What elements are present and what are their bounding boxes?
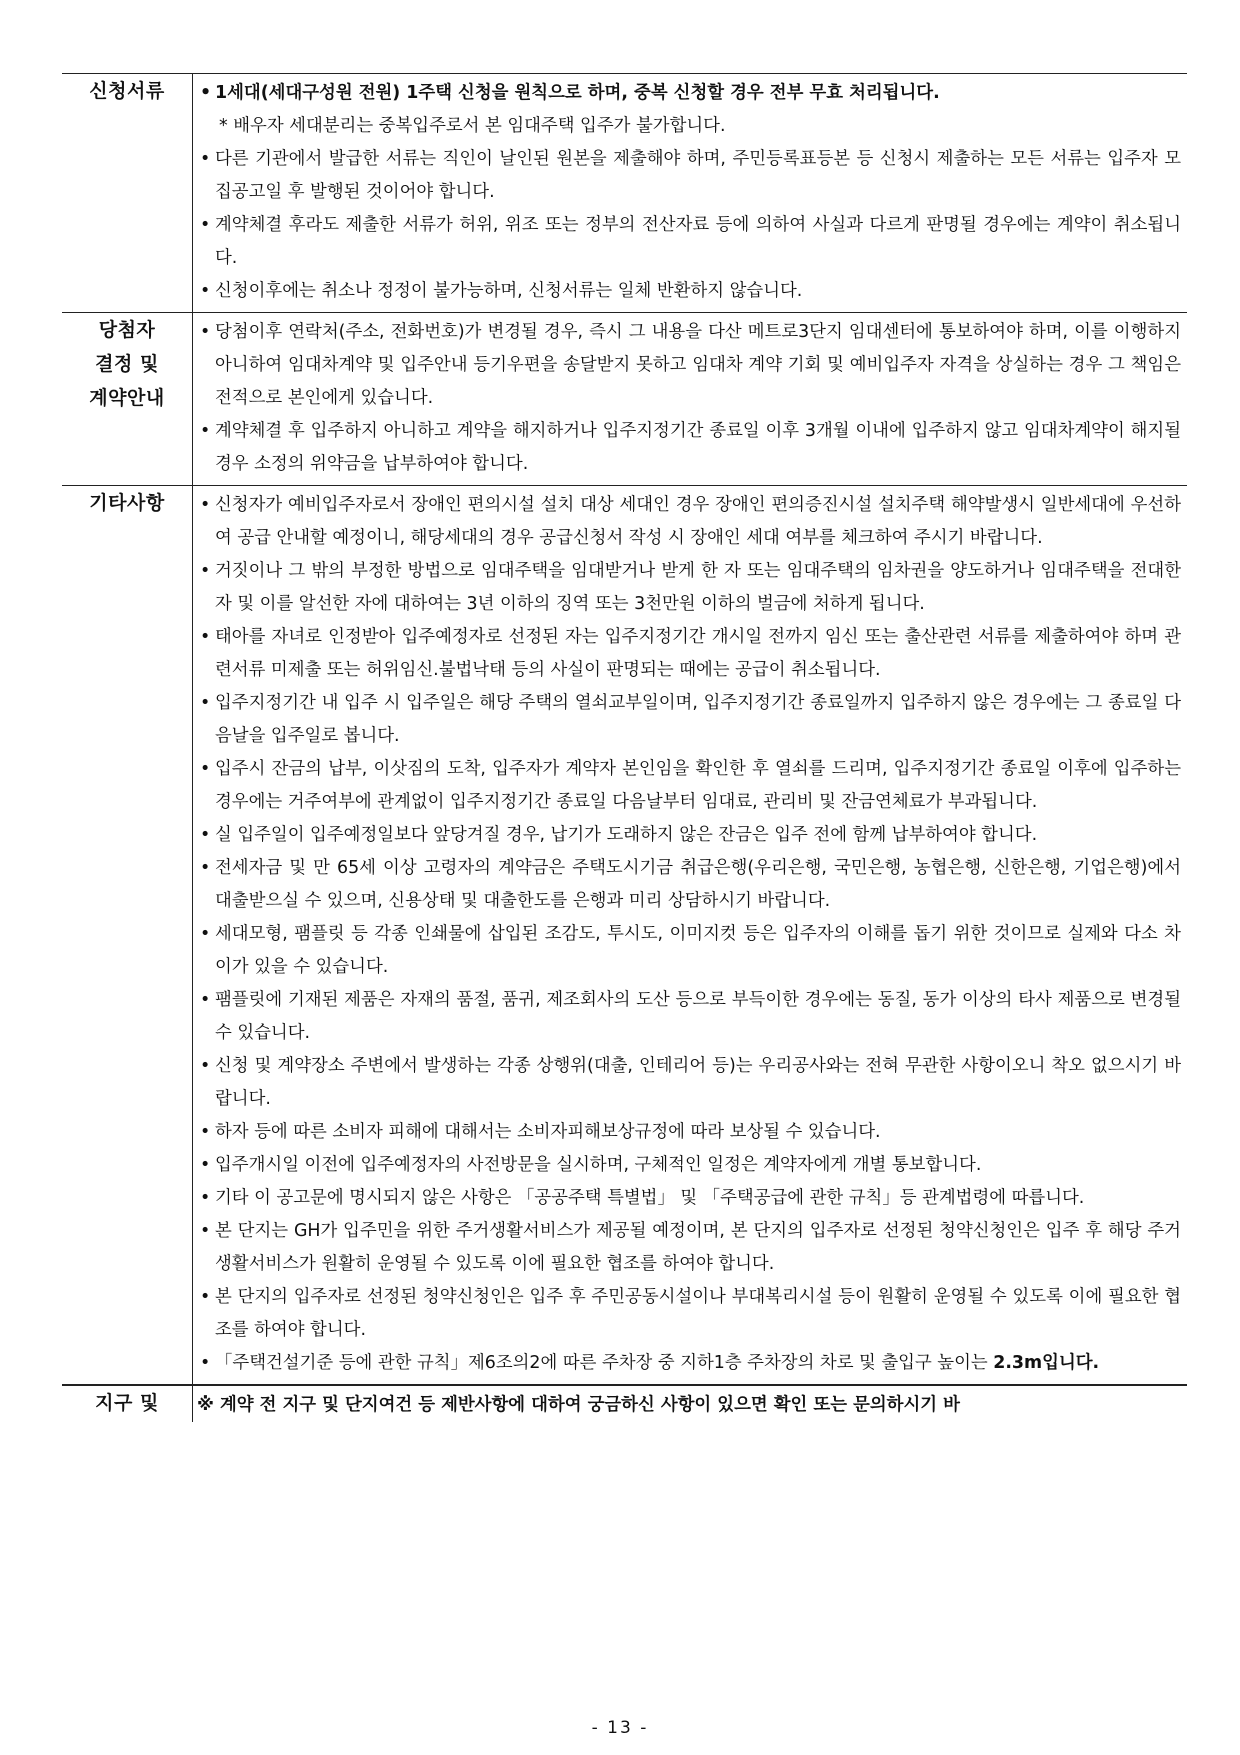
bullet-text-bold: 2.3m입니다.: [993, 1353, 1100, 1373]
section-label: 지구 및: [95, 1392, 159, 1414]
bullet-item: • 본 단지의 입주자로 선정된 청약신청인은 입주 후 주민공동시설이나 부대복리시설 등이 원활히 운영될 수 있도록 이에 필요한 협조를 하여야 합니다.: [197, 1281, 1181, 1347]
bullet-item: • 실 입주일이 입주예정일보다 앞당겨질 경우, 납기가 도래하지 않은 잔금은 입주 전에 함께 납부하여야 합니다.: [197, 819, 1181, 852]
section-label: 신청서류: [89, 80, 165, 102]
bullet-item: • 입주지정기간 내 입주 시 입주일은 해당 주택의 열쇠교부일이며, 입주지정기간 종료일까지 입주하지 않은 경우에는 그 종료일 다음날을 입주일로 봅니다.: [197, 687, 1181, 753]
bullet-text: 「주택건설기준 등에 관한 규칙」제6조의2에 따른 주차장 중 지하1층 주차장의 차로 및 출입구 높이는: [215, 1353, 994, 1373]
bullet-item: • 하자 등에 따른 소비자 피해에 대해서는 소비자피해보상규정에 따라 보상될 수 있습니다.: [197, 1116, 1181, 1149]
bullet-item: • 신청 및 계약장소 주변에서 발생하는 각종 상행위(대출, 인테리어 등)는 우리공사와는 전혀 무관한 사항이오니 착오 없으시기 바랍니다.: [197, 1050, 1181, 1116]
section-district: [62, 1385, 1187, 1422]
bullet-item: • 세대모형, 팸플릿 등 각종 인쇄물에 삽입된 조감도, 투시도, 이미지컷 등은 입주자의 이해를 돕기 위한 것이므로 실제와 다소 차이가 있을 수 있습니다.: [197, 918, 1181, 984]
bullet-item: • 다른 기관에서 발급한 서류는 직인이 날인된 원본을 제출해야 하며, 주민등록표등본 등 신청시 제출하는 모든 서류는 입주자 모집공고일 후 발행된 것이어야 합니다.: [197, 143, 1181, 209]
bullet-item: • 당첨이후 연락처(주소, 전화번호)가 변경될 경우, 즉시 그 내용을 다산 메트로3단지 임대센터에 통보하여야 하며, 이를 이행하지 아니하여 임대차계약 및 입주안내 등기우편을 송달받지 못하고 임대차 계약 기회 및 예비입주자 자격을 상실하는 경우 그 책임은 전적으로 본인에게 있습니다.: [197, 316, 1181, 415]
bullet-item: • 거짓이나 그 밖의 부정한 방법으로 임대주택을 임대받거나 받게 한 자 또는 임대주택의 임차권을 양도하거나 임대주택을 전대한 자 및 이를 알선한 자에 대하여는 3년 이하의 징역 또는 3천만원 이하의 벌금에 처하게 됩니다.: [197, 555, 1181, 621]
bullet-item: • 태아를 자녀로 인정받아 입주예정자로 선정된 자는 입주지정기간 개시일 전까지 임신 또는 출산관련 서류를 제출하여야 하며 관련서류 미제출 또는 허위임신.불법낙태 등의 사실이 판명되는 때에는 공급이 취소됩니다.: [197, 621, 1181, 687]
section-other-matters: [62, 486, 1187, 1386]
section-label: 당첨자 결정 및 계약안내: [89, 319, 165, 409]
bullet-item: • 계약체결 후 입주하지 아니하고 계약을 해지하거나 입주지정기간 종료일 이후 3개월 이내에 입주하지 않고 임대차계약이 해지될 경우 소정의 위약금을 납부하여야 합니다.: [197, 415, 1181, 481]
bullet-item: • 기타 이 공고문에 명시되지 않은 사항은 「공공주택 특별법」 및 「주택공급에 관한 규칙」등 관계법령에 따릅니다.: [197, 1182, 1181, 1215]
bullet-item: • 팸플릿에 기재된 제품은 자재의 품절, 품귀, 제조회사의 도산 등으로 부득이한 경우에는 동질, 동가 이상의 타사 제품으로 변경될 수 있습니다.: [197, 984, 1181, 1050]
bullet-item: • 신청이후에는 취소나 정정이 불가능하며, 신청서류는 일체 반환하지 않습니다.: [197, 275, 1181, 308]
bullet-item: • 전세자금 및 만 65세 이상 고령자의 계약금은 주택도시기금 취급은행(우리은행, 국민은행, 농협은행, 신한은행, 기업은행)에서 대출받으실 수 있으며, 신용상태 및 대출한도를 은행과 미리 상담하시기 바랍니다.: [197, 852, 1181, 918]
bullet-item: • 1세대(세대구성원 전원) 1주택 신청을 원칙으로 하며, 중복 신청할 경우 전부 무효 처리됩니다.: [197, 77, 1181, 110]
section-winner-contract: [62, 313, 1187, 486]
page-number: - 13 -: [591, 1718, 649, 1738]
bullet-item: • 본 단지는 GH가 입주민을 위한 주거생활서비스가 제공될 예정이며, 본 단지의 입주자로 선정된 청약신청인은 입주 후 해당 주거생활서비스가 원활히 운영될 수 있도록 이에 필요한 협조를 하여야 합니다.: [197, 1215, 1181, 1281]
notice-table: [62, 73, 1187, 1422]
bullet-item: • 입주개시일 이전에 입주예정자의 사전방문을 실시하며, 구체적인 일정은 계약자에게 개별 통보합니다.: [197, 1149, 1181, 1182]
section-label: 기타사항: [89, 492, 165, 514]
bullet-item: • 신청자가 예비입주자로서 장애인 편의시설 설치 대상 세대인 경우 장애인 편의증진시설 설치주택 해약발생시 일반세대에 우선하여 공급 안내할 예정이니, 해당세대의 경우 공급신청서 작성 시 장애인 세대 여부를 체크하여 주시기 바랍니다.: [197, 489, 1181, 555]
sub-note: * 배우자 세대분리는 중복입주로서 본 임대주택 입주가 불가합니다.: [219, 116, 726, 136]
bullet-item: [197, 1347, 1181, 1380]
section-application-documents: [62, 74, 1187, 313]
bullet-item: • 계약체결 후라도 제출한 서류가 허위, 위조 또는 정부의 전산자료 등에 의하여 사실과 다르게 판명될 경우에는 계약이 취소됩니다.: [197, 209, 1181, 275]
bullet-item: • 입주시 잔금의 납부, 이삿짐의 도착, 입주자가 계약자 본인임을 확인한 후 열쇠를 드리며, 입주지정기간 종료일 이후에 입주하는 경우에는 거주여부에 관계없이 입주지정기간 종료일 다음날부터 임대료, 관리비 및 잔금연체료가 부과됩니다.: [197, 753, 1181, 819]
district-note: ※ 계약 전 지구 및 단지여건 등 제반사항에 대하여 궁금하신 사항이 있으면 확인 또는 문의하시기 바: [197, 1395, 960, 1415]
